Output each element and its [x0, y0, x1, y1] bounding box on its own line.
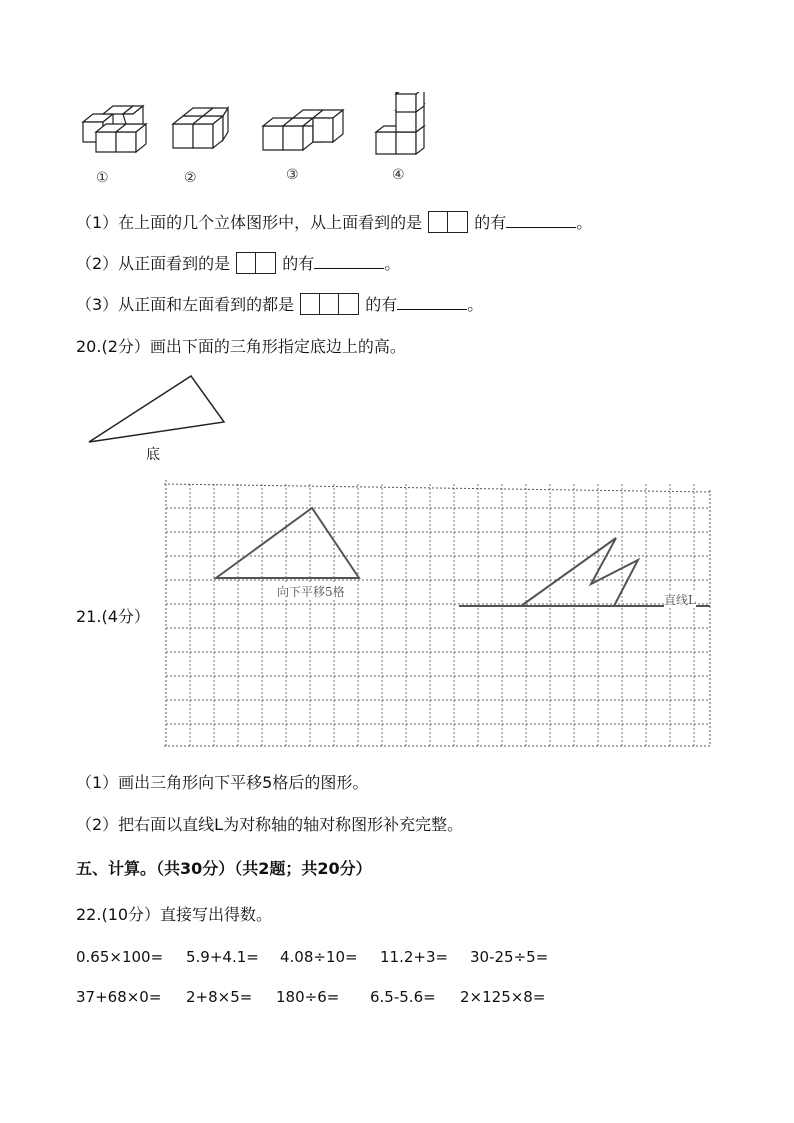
q21-sub1: （1）画出三角形向下平移5格后的图形。 — [76, 773, 369, 792]
two-square-icon — [428, 211, 468, 233]
cube-figures — [78, 92, 438, 162]
cube-figures-svg — [78, 92, 438, 162]
calc-r1-c5: 30-25÷5= — [470, 948, 549, 966]
cube-label-2: ② — [184, 170, 197, 186]
section5-title: 五、计算。（共30分）（共2题；共20分） — [76, 859, 372, 878]
q21-sub2: （2）把右面以直线L为对称轴的轴对称图形补充完整。 — [76, 815, 464, 834]
answer-blank-2[interactable] — [314, 252, 384, 269]
q19-sub1: （1）在上面的几个立体图形中，从上面看到的是 的有 。 — [76, 211, 592, 235]
answer-blank-3[interactable] — [397, 293, 467, 310]
calc-r1-c4: 11.2+3= — [380, 948, 449, 966]
grid-figure — [164, 480, 714, 750]
calc-r2-c4: 6.5-5.6= — [370, 988, 436, 1006]
q21-shift-label: 向下平移5格 — [277, 585, 345, 599]
calc-r1-c3: 4.08÷10= — [280, 948, 358, 966]
answer-blank-1[interactable] — [506, 211, 576, 228]
q22-title: 22.(10分）直接写出得数。 — [76, 905, 273, 924]
q20-title: 20.(2分）画出下面的三角形指定底边上的高。 — [76, 337, 406, 356]
q19-sub2: （2）从正面看到的是 的有 。 — [76, 252, 400, 276]
cube-label-3: ③ — [286, 167, 299, 183]
q20-triangle — [84, 372, 234, 452]
cube-label-4: ④ — [392, 167, 405, 183]
q21-title: 21.(4分） — [76, 607, 150, 626]
q21-line-label: 直线L — [664, 593, 696, 607]
calc-r1-c2: 5.9+4.1= — [186, 948, 259, 966]
q20-base-label: 底 — [146, 447, 160, 463]
calc-r2-c5: 2×125×8= — [460, 988, 546, 1006]
triangle-figure — [84, 372, 234, 452]
q19-sub3: （3）从正面和左面看到的都是 的有 。 — [76, 293, 483, 317]
two-square-icon — [236, 252, 276, 274]
calc-r1-c1: 0.65×100= — [76, 948, 164, 966]
calc-r2-c3: 180÷6= — [276, 988, 340, 1006]
three-square-icon — [300, 293, 359, 315]
calc-r2-c2: 2+8×5= — [186, 988, 253, 1006]
q21-grid — [164, 480, 714, 750]
cube-label-1: ① — [96, 170, 109, 186]
calc-r2-c1: 37+68×0= — [76, 988, 162, 1006]
